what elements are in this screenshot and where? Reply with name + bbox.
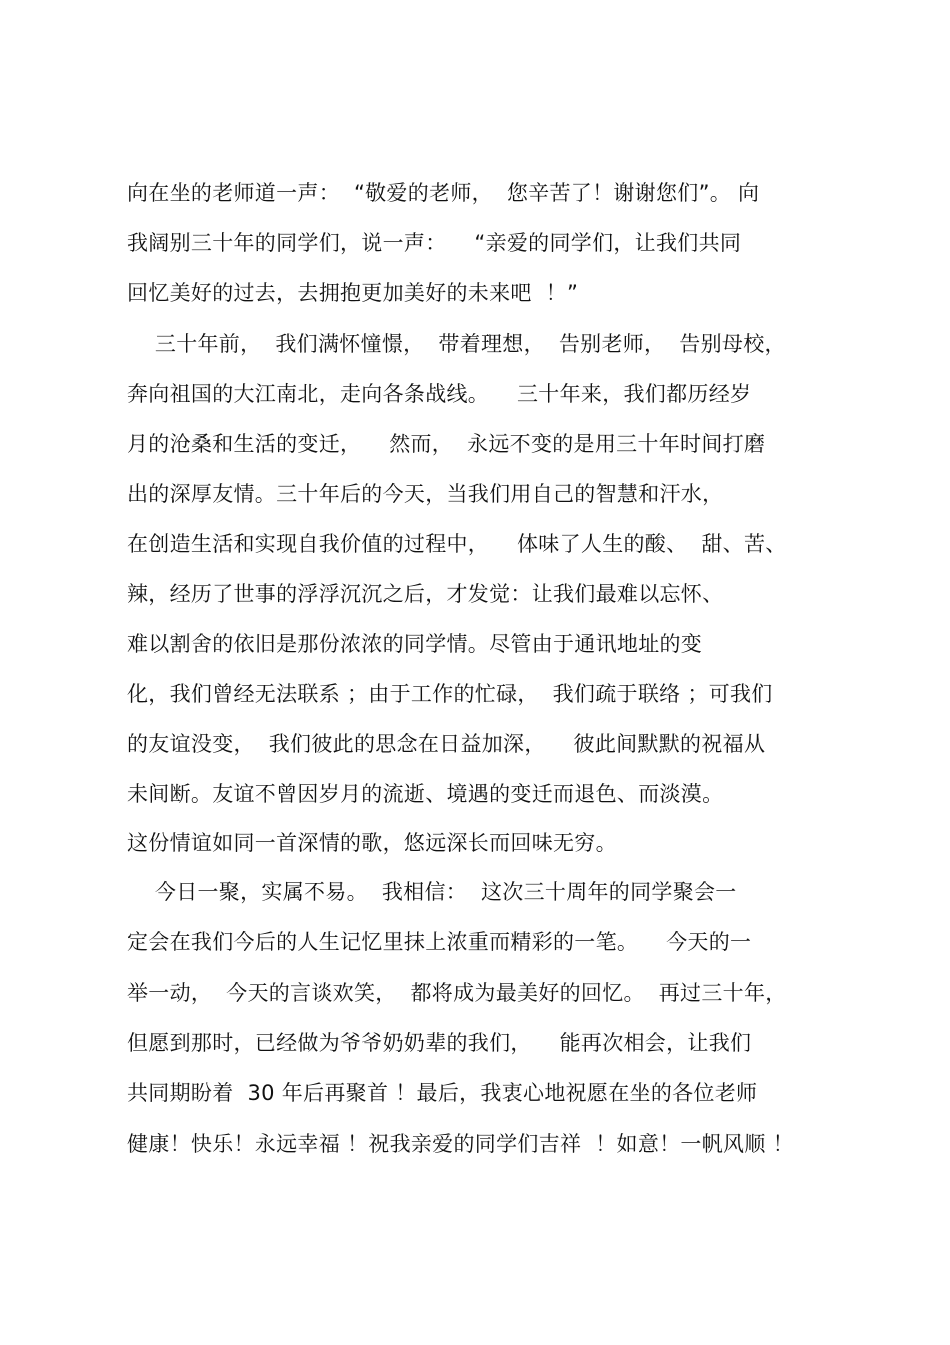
text-line: 难以割舍的依旧是那份浓浓的同学情。尽管由于通讯地址的变 (127, 632, 703, 656)
text-line: 健康！快乐！永远幸福 ！祝我亲爱的同学们吉祥 ！如意！一帆风顺 ！ (127, 1132, 794, 1156)
text-line: 奔向祖国的大江南北，走向各条战线。 三十年来，我们都历经岁 (127, 382, 752, 406)
text-line: 的友谊没变， 我们彼此的思念在日益加深， 彼此间默默的祝福从 (127, 732, 766, 756)
text-line: 共同期盼着 30 年后再聚首 ！最后，我衷心地祝愿在坐的各位老师 (127, 1081, 758, 1105)
text-line: 出的深厚友情。三十年后的今天，当我们用自己的智慧和汗水， (127, 482, 724, 506)
text-line: 举一动， 今天的言谈欢笑， 都将成为最美好的回忆。 再过三十年， (127, 981, 787, 1005)
text-line: 在创造生活和实现自我价值的过程中， 体味了人生的酸、 甜、苦、 (127, 532, 787, 556)
text-line: 回忆美好的过去，去拥抱更加美好的未来吧 ！” (127, 281, 579, 305)
text-line: 辣，经历了世事的浮浮沉沉之后，才发觉：让我们最难以忘怀、 (127, 582, 724, 606)
text-line: 未间断。友谊不曾因岁月的流逝、境遇的变迁而退色、而淡漠。 (127, 782, 724, 806)
text-line: 月的沧桑和生活的变迁， 然而， 永远不变的是用三十年时间打磨 (127, 432, 766, 456)
text-line: 向在坐的老师道一声： “敬爱的老师， 您辛苦了！谢谢您们”。 向 (127, 181, 760, 205)
text-line: 但愿到那时，已经做为爷爷奶奶辈的我们， 能再次相会，让我们 (127, 1031, 752, 1055)
text-line: 这份情谊如同一首深情的歌，悠远深长而回味无穷。 (127, 831, 617, 855)
text-line: 今日一聚，实属不易。 我相信： 这次三十周年的同学聚会一 (127, 880, 737, 904)
text-line: 我阔别三十年的同学们，说一声： “亲爱的同学们，让我们共同 (127, 231, 742, 255)
text-line: 定会在我们今后的人生记忆里抹上浓重而精彩的一笔。 今天的一 (127, 930, 752, 954)
text-line: 化，我们曾经无法联系 ；由于工作的忙碌， 我们疏于联络 ；可我们 (127, 682, 773, 706)
text-line: 三十年前， 我们满怀憧憬， 带着理想， 告别老师， 告别母校， (127, 332, 786, 356)
